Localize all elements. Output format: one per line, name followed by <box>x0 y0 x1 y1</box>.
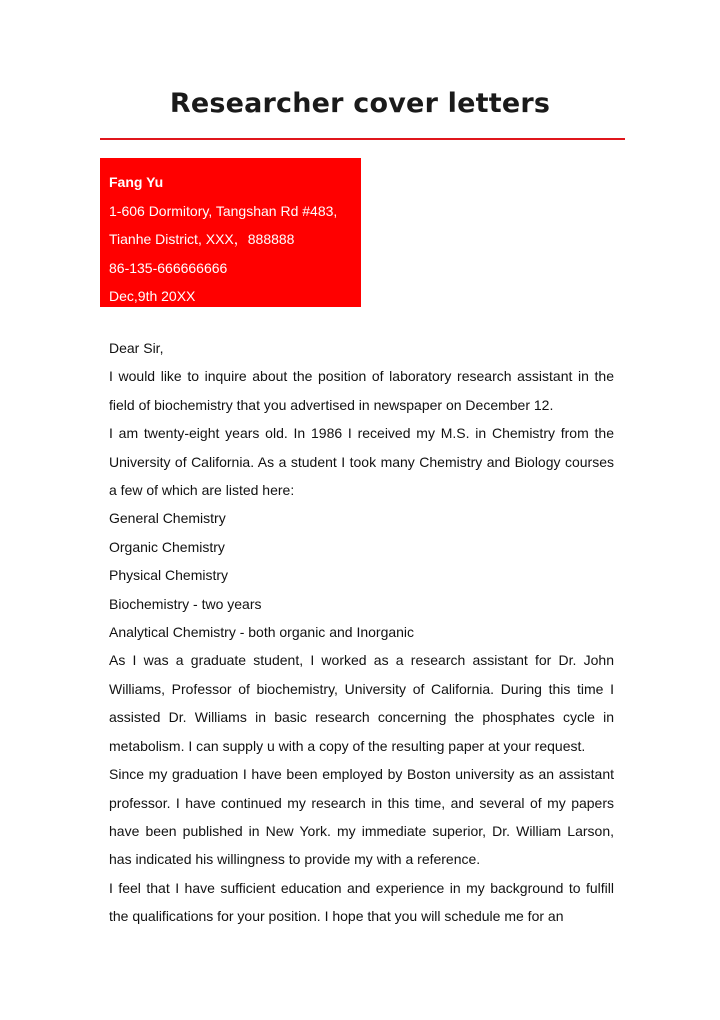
paragraph-employment: Since my graduation I have been employed by Boston university as an assistant professor. I have continued my research in this time, and several of my papers have been published in New York. my immediate superior, Dr. William Larson, has indicated his willingness to provide my with a reference. <box>109 766 614 868</box>
document-title: Researcher cover letters <box>169 88 551 119</box>
salutation: Dear Sir, <box>109 340 164 356</box>
sender-address-line-2: Tianhe District, XXX，888888 <box>109 231 295 247</box>
course-item: Physical Chemistry <box>109 567 229 584</box>
paragraph-qualifications: I feel that I have sufficient education and experience in my background to fulfill the qualifications for your position. I hope that you will schedule me for an <box>109 879 614 925</box>
letter-date: Dec,9th 20XX <box>109 288 196 304</box>
paragraph-education: I am twenty-eight years old. In 1986 I received my M.S. in Chemistry from the University of California. As a student I took many Chemistry and Biology courses a few of which are listed here: <box>109 425 614 499</box>
paragraph-inquiry: I would like to inquire about the position of laboratory research assistant in the field of biochemistry that you advertised in newspaper on December 12. <box>109 368 614 413</box>
course-item: Analytical Chemistry - both organic and Inorganic <box>109 624 415 641</box>
title-underline-rule <box>100 138 625 140</box>
letter-body <box>109 334 614 931</box>
course-item: Organic Chemistry <box>109 538 225 555</box>
paragraph-research-assistant: As I was a graduate student, I worked as a research assistant for Dr. John Williams, Professor of biochemistry, University of California. During this time I assisted Dr. Williams in basic research concerning the phosphates cycle in metabolism. I can supply u with a copy of the resulting paper at your request. <box>109 652 614 754</box>
contact-info-box <box>100 158 361 307</box>
sender-phone: 86-135-666666666 <box>109 259 228 276</box>
course-item: Biochemistry - two years <box>109 595 262 612</box>
sender-name: Fang Yu <box>109 174 164 190</box>
course-item: General Chemistry <box>109 510 226 527</box>
sender-address-line-1: 1-606 Dormitory, Tangshan Rd #483, <box>109 202 338 219</box>
